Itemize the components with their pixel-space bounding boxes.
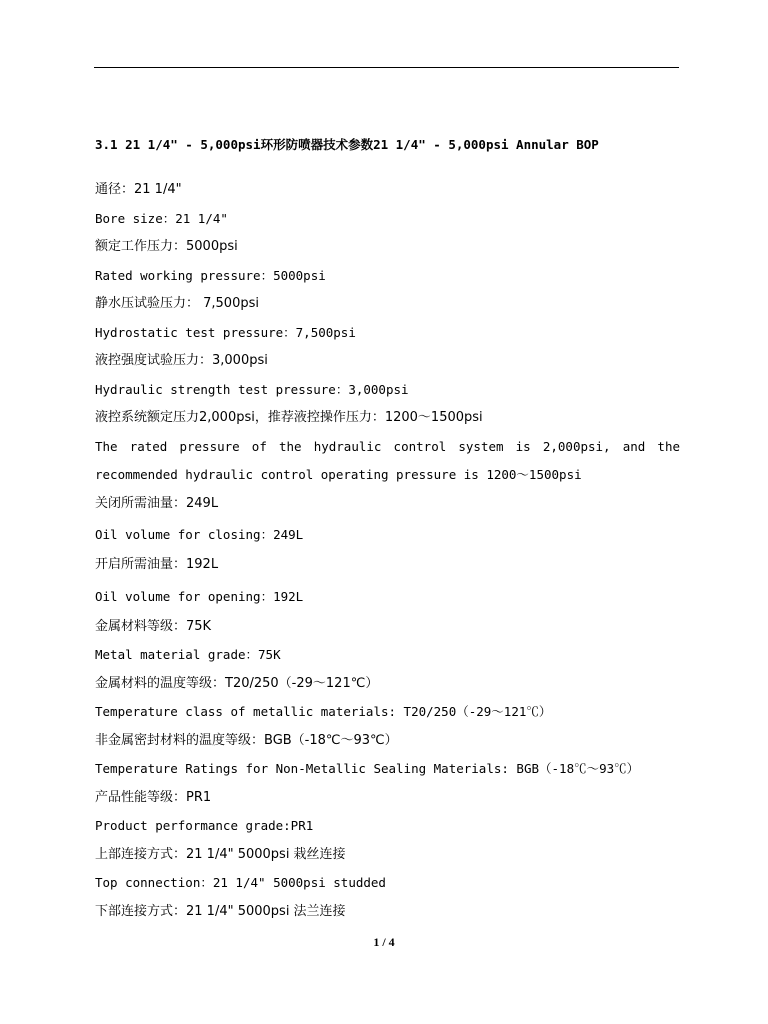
spec-line-oil-closing-zh: 关闭所需油量：249L	[95, 495, 219, 511]
spec-line-temp-nonmetal-en: Temperature Ratings for Non-Metallic Sealing Materials: BGB（-18℃～93℃）	[95, 761, 640, 776]
spec-line-temp-metal-zh: 金属材料的温度等级：T20/250（-29～121℃）	[95, 675, 379, 691]
header-rule	[94, 67, 679, 68]
spec-line-control-system-zh: 液控系统额定压力2,000psi，推荐液控操作压力：1200～1500psi	[95, 410, 483, 425]
spec-line-bore-zh: 通径：21 1/4"	[95, 182, 182, 197]
control-system-en-line-1: The rated pressure of the hydraulic control system is 2,000psi, and the	[95, 438, 680, 454]
spec-line-hydrostatic-zh: 静水压试验压力： 7,500psi	[95, 296, 259, 311]
page-number: 1 / 4	[373, 935, 395, 949]
spec-line-oil-closing-en: Oil volume for closing：249L	[95, 527, 304, 542]
spec-line-perf-grade-en: Product performance grade:PR1	[95, 818, 314, 833]
spec-line-rated-pressure-zh: 额定工作压力：5000psi	[95, 239, 238, 254]
spec-line-metal-grade-en: Metal material grade：75K	[95, 647, 281, 662]
spec-line-temp-nonmetal-zh: 非金属密封材料的温度等级：BGB（-18℃～93℃）	[95, 732, 398, 748]
spec-line-bore-en: Bore size：21 1/4"	[95, 210, 228, 226]
spec-line-hydraulic-strength-en: Hydraulic strength test pressure：3,000psi	[95, 381, 409, 397]
spec-list-part-2	[95, 490, 680, 927]
section-heading: 3.1 21 1/4" - 5,000psi环形防喷器技术参数21 1/4" - 5,000psi Annular BOP	[95, 137, 599, 152]
spec-line-oil-opening-en: Oil volume for opening：192L	[95, 588, 304, 604]
spec-line-metal-grade-zh: 金属材料等级：75K	[95, 618, 212, 634]
spec-list-part-1	[95, 176, 680, 433]
document-body	[95, 130, 680, 926]
control-system-en-paragraph	[95, 433, 680, 490]
spec-line-hydrostatic-en: Hydrostatic test pressure：7,500psi	[95, 324, 356, 340]
spec-line-bottom-conn-zh: 下部连接方式：21 1/4" 5000psi 法兰连接	[95, 903, 346, 919]
spec-line-hydraulic-strength-zh: 液控强度试验压力：3,000psi	[95, 353, 268, 368]
spec-line-oil-opening-zh: 开启所需油量：192L	[95, 557, 219, 572]
spec-line-temp-metal-en: Temperature class of metallic materials: T20/250（-29～121℃）	[95, 704, 552, 719]
spec-line-rated-pressure-en: Rated working pressure：5000psi	[95, 267, 326, 283]
spec-line-perf-grade-zh: 产品性能等级：PR1	[95, 789, 212, 805]
control-system-en-line-2: recommended hydraulic control operating pressure is 1200～1500psi	[95, 467, 582, 482]
spec-line-top-conn-en: Top connection：21 1/4" 5000psi studded	[95, 875, 386, 890]
spec-line-top-conn-zh: 上部连接方式：21 1/4" 5000psi 栽丝连接	[95, 846, 346, 862]
